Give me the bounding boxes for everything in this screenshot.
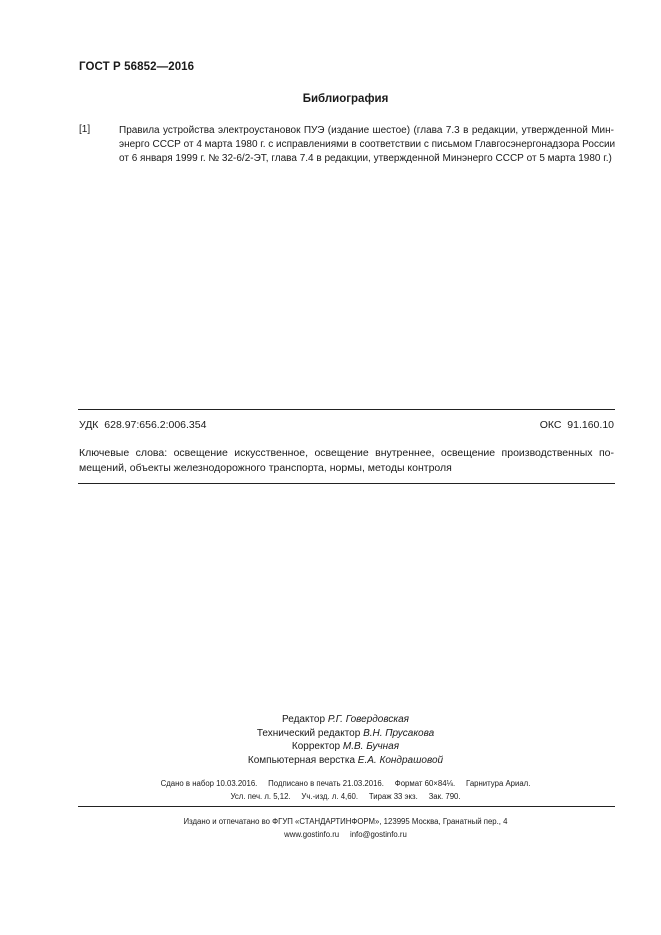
bibliography-entry-line: Правила устройства электроустановок ПУЭ (издание шестое) (глава 7.3 в редакции, утвержденной Мин- xyxy=(119,125,614,136)
print-info xyxy=(0,777,661,803)
divider-keywords xyxy=(78,483,615,484)
keywords-line: Ключевые слова: освещение искусственное, освещение внутреннее, освещение производственных по- xyxy=(79,447,614,459)
bibliography-entry-text xyxy=(119,124,614,166)
bibliography-entry-number: [1] xyxy=(79,124,91,135)
credit-editor: Редактор Р.Г. Говердовская xyxy=(282,714,409,725)
divider-top xyxy=(78,409,615,410)
document-code: ГОСТ Р 56852—2016 xyxy=(79,61,195,73)
publisher-address: Издано и отпечатано во ФГУП «СТАНДАРТИНФОРМ», 123995 Москва, Гранатный пер., 4 xyxy=(183,817,508,826)
credit-proofreader: Корректор М.В. Бучная xyxy=(291,741,400,752)
credit-tech-editor: Технический редактор В.Н. Прусакова xyxy=(256,727,435,739)
credit-layout: Компьютерная верстка Е.А. Кондрашовой xyxy=(247,754,444,766)
oks-code: ОКС 91.160.10 xyxy=(539,419,614,431)
bibliography-title: Библиография xyxy=(302,93,389,105)
credits-block xyxy=(0,713,661,767)
bibliography-entry-line: от 6 января 1999 г. № 32-6/2-ЭТ, глава 7.4 в редакции, утвержденной Минэнерго СССР от 5 марта 1980 г.) xyxy=(119,153,612,164)
print-info-line: Сдано в набор 10.03.2016. Подписано в печать 21.03.2016. Формат 60×84⅛. Гарнитура Ариал. xyxy=(160,779,531,788)
keywords-line: мещений, объекты железнодорожного транспорта, нормы, методы контроля xyxy=(79,461,452,474)
publisher-info xyxy=(0,816,661,841)
publisher-contacts: www.gostinfo.ru info@gostinfo.ru xyxy=(284,829,407,839)
print-info-line: Усл. печ. л. 5,12. Уч.-изд. л. 4,60. Тираж 33 экз. Зак. 790. xyxy=(230,792,461,801)
bibliography-entry-line: энерго СССР от 4 марта 1980 г. с исправлениями в соответствии с письмом Главгосэнергонадзора России xyxy=(119,139,616,150)
divider-imprint xyxy=(78,806,615,807)
udk-code: УДК 628.97:656.2:006.354 xyxy=(79,419,207,431)
keywords xyxy=(79,446,614,475)
